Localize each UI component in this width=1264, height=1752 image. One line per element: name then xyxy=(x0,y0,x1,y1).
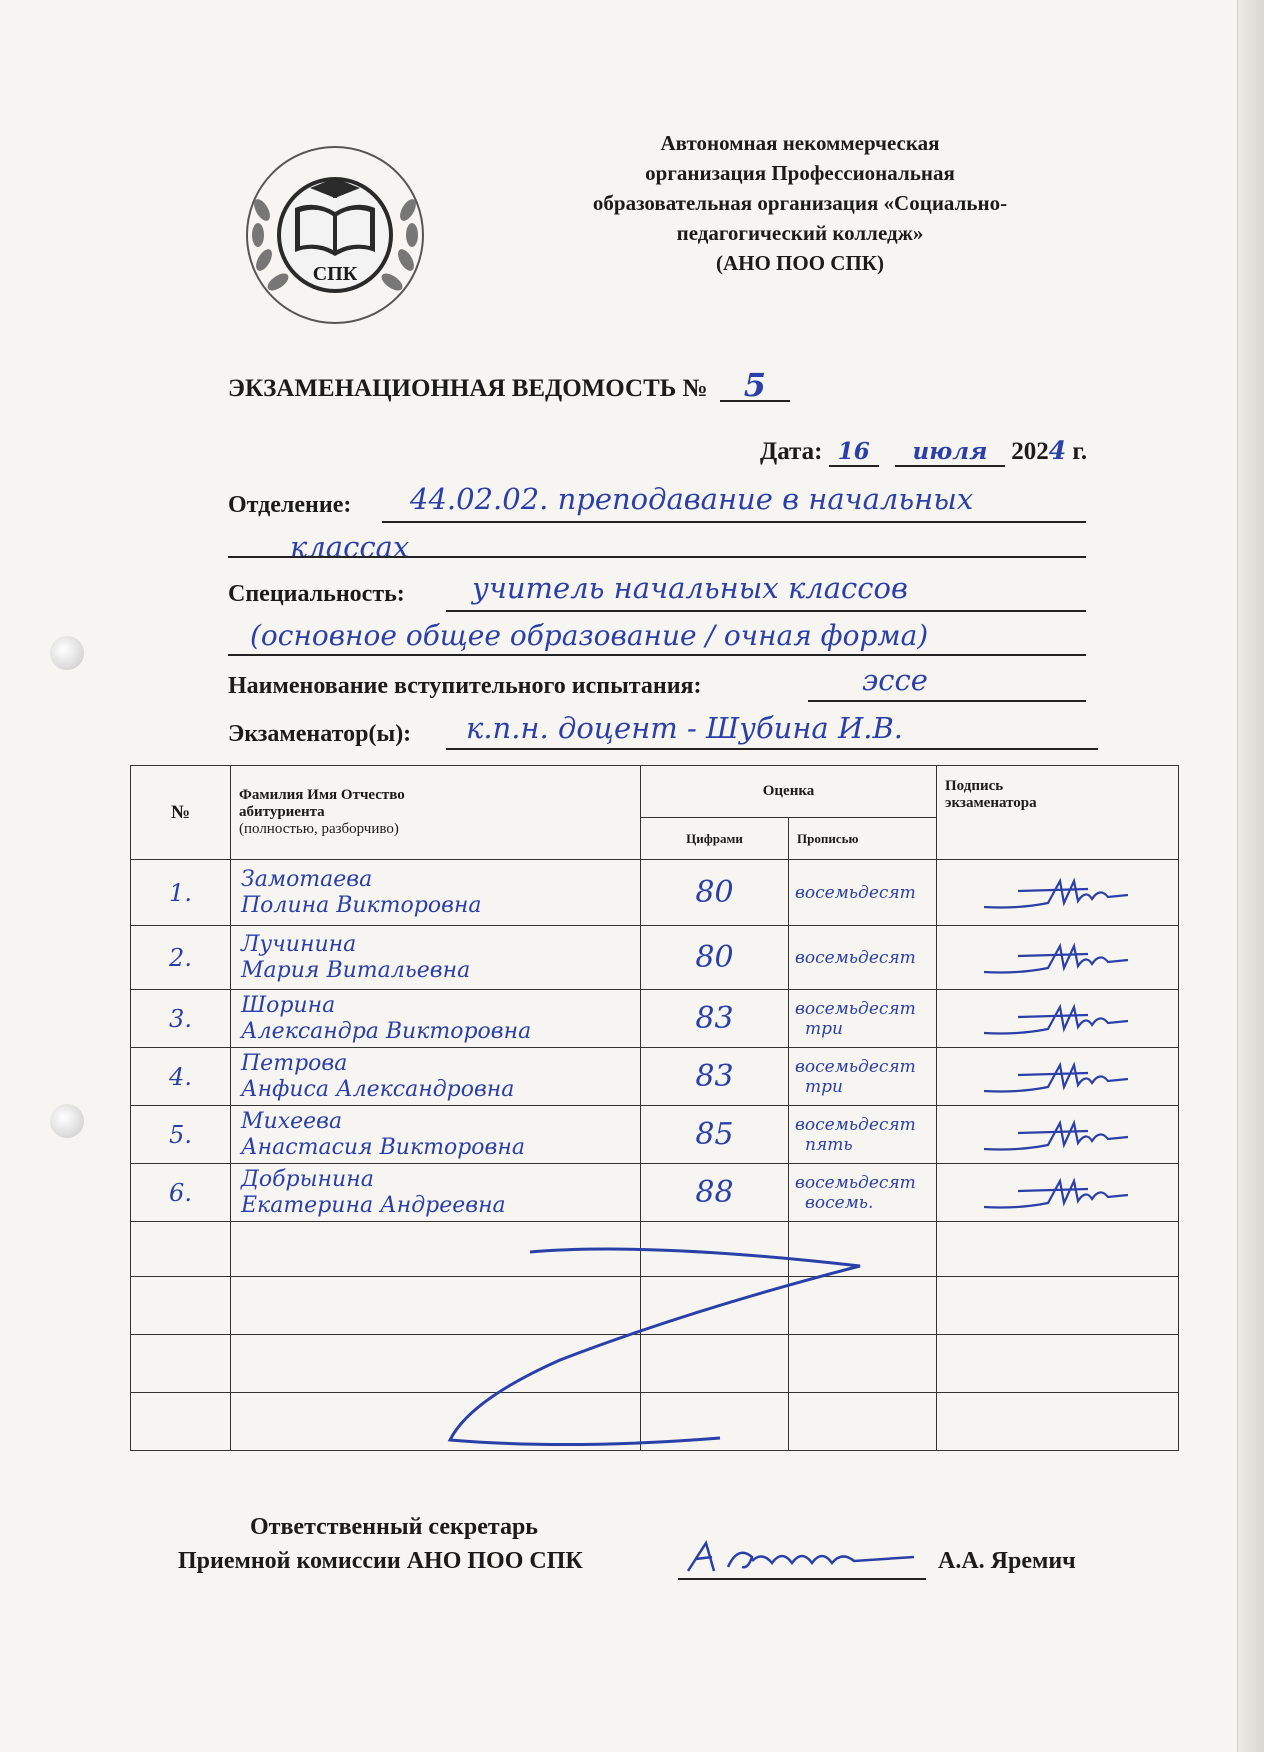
row-number: 3. xyxy=(131,990,231,1048)
applicant-first-name: Анастасия Викторовна xyxy=(241,1134,525,1160)
underline xyxy=(446,748,1098,750)
table-row xyxy=(131,860,1179,926)
grade-words xyxy=(789,990,937,1048)
col-header-words: Прописью xyxy=(789,818,937,860)
examiner-signature xyxy=(978,1057,1138,1097)
applicant-name xyxy=(231,926,641,990)
examiner-label: Экзаменатор(ы): xyxy=(228,721,412,747)
examiner-value: к.п.н. доцент - Шубина И.В. xyxy=(466,711,903,745)
footer xyxy=(178,1510,583,1578)
col-header-digits: Цифрами xyxy=(641,818,789,860)
college-logo xyxy=(240,140,430,330)
col-header-signature-line: Подпись xyxy=(945,778,1004,794)
col-header-name-line: Фамилия Имя Отчество xyxy=(239,787,405,803)
grade-words-line: восемьдесят xyxy=(795,1172,916,1193)
cancel-stroke xyxy=(390,1240,890,1470)
grade-words-line: восемьдесят xyxy=(795,947,916,968)
empty-cell xyxy=(131,1393,231,1451)
table-row xyxy=(131,1164,1179,1222)
underline xyxy=(446,610,1086,612)
row-number: 2. xyxy=(131,926,231,990)
empty-cell xyxy=(937,1335,1179,1393)
date-row xyxy=(760,436,1087,467)
examiner-signature-cell xyxy=(937,1164,1179,1222)
date-label: Дата: xyxy=(760,438,823,465)
applicant-last-name: Лучинина xyxy=(241,931,357,957)
grade-words-line: восемьдесят xyxy=(795,882,916,903)
date-month: июля xyxy=(895,438,1005,467)
applicant-last-name: Михеева xyxy=(241,1108,343,1134)
underline xyxy=(228,556,1086,558)
specialty-label: Специальность: xyxy=(228,581,405,607)
applicant-last-name: Шорина xyxy=(241,992,336,1018)
sheet-number: 5 xyxy=(720,370,790,402)
col-header-name-note: (полностью, разборчиво) xyxy=(239,821,399,837)
secretary-signature xyxy=(678,1537,928,1577)
col-header-num: № xyxy=(131,766,231,860)
row-number: 5. xyxy=(131,1106,231,1164)
applicant-name xyxy=(231,860,641,926)
org-line: (АНО ПОО СПК) xyxy=(715,251,885,275)
grade-words-line: восемь. xyxy=(805,1192,874,1213)
grade-words xyxy=(789,1048,937,1106)
applicant-last-name: Добрынина xyxy=(241,1166,374,1192)
table-row xyxy=(131,1048,1179,1106)
examiner-signature-cell xyxy=(937,926,1179,990)
applicant-first-name: Анфиса Александровна xyxy=(241,1076,515,1102)
row-number: 4. xyxy=(131,1048,231,1106)
underline xyxy=(382,521,1086,523)
row-number: 6. xyxy=(131,1164,231,1222)
applicant-last-name: Петрова xyxy=(241,1050,348,1076)
grade-words xyxy=(789,1164,937,1222)
table-row xyxy=(131,990,1179,1048)
empty-cell xyxy=(131,1335,231,1393)
org-line: Автономная некоммерческая xyxy=(660,131,940,155)
applicant-name xyxy=(231,1048,641,1106)
grade-words-line: три xyxy=(805,1076,843,1097)
col-header-signature-line: экзаменатора xyxy=(945,795,1037,811)
table-row xyxy=(131,1106,1179,1164)
examiner-signature-cell xyxy=(937,990,1179,1048)
applicant-name xyxy=(231,1164,641,1222)
applicant-last-name: Замотаева xyxy=(241,866,373,892)
examiner-signature xyxy=(978,873,1138,913)
empty-cell xyxy=(131,1277,231,1335)
org-line: организация Профессиональная xyxy=(645,161,955,185)
col-header-signature xyxy=(937,766,1179,860)
applicant-name xyxy=(231,1106,641,1164)
date-year-digit: 4 xyxy=(1048,436,1067,465)
signature-line xyxy=(678,1578,926,1580)
grade-words-line: восемьдесят xyxy=(795,1114,916,1135)
grade-digits: 80 xyxy=(641,860,789,926)
grade-words xyxy=(789,926,937,990)
title-label: ЭКЗАМЕНАЦИОННАЯ ВЕДОМОСТЬ № xyxy=(228,375,708,402)
applicant-name xyxy=(231,990,641,1048)
grade-digits: 88 xyxy=(641,1164,789,1222)
footer-line: Ответственный секретарь xyxy=(250,1514,538,1540)
col-header-name-line: абитуриента xyxy=(239,804,325,820)
date-day: 16 xyxy=(829,438,879,467)
examiner-signature xyxy=(978,1115,1138,1155)
grade-words-line: три xyxy=(805,1018,843,1039)
department-label: Отделение: xyxy=(228,492,352,518)
underline xyxy=(808,700,1086,702)
page-edge xyxy=(1237,0,1264,1752)
table-row xyxy=(131,926,1179,990)
specialty-value-cont: (основное общее образование / очная форма) xyxy=(250,619,929,652)
applicant-first-name: Александра Викторовна xyxy=(241,1018,532,1044)
examiner-signature-cell xyxy=(937,1106,1179,1164)
applicant-first-name: Полина Викторовна xyxy=(241,892,482,918)
grade-words-line: восемьдесят xyxy=(795,998,916,1019)
row-number: 1. xyxy=(131,860,231,926)
grade-digits: 83 xyxy=(641,990,789,1048)
examiner-signature-cell xyxy=(937,860,1179,926)
punch-hole xyxy=(50,1104,84,1138)
date-year-prefix: 202 xyxy=(1011,438,1049,465)
org-line: педагогический колледж» xyxy=(676,221,924,245)
exam-name-value: эссе xyxy=(862,663,928,697)
grade-digits: 83 xyxy=(641,1048,789,1106)
examiner-signature xyxy=(978,938,1138,978)
grade-words-line: пять xyxy=(805,1134,853,1155)
examiner-signature xyxy=(978,1173,1138,1213)
applicant-first-name: Мария Витальевна xyxy=(241,957,471,983)
grade-digits: 85 xyxy=(641,1106,789,1164)
svg-text:СПК: СПК xyxy=(312,263,358,285)
specialty-value: учитель начальных классов xyxy=(472,571,908,605)
grade-words xyxy=(789,1106,937,1164)
empty-cell xyxy=(937,1222,1179,1277)
department-value: 44.02.02. преподавание в начальных xyxy=(410,482,974,516)
examiner-signature-cell xyxy=(937,1048,1179,1106)
col-header-name xyxy=(231,766,641,860)
department-value-cont: классах xyxy=(290,530,410,564)
date-suffix: г. xyxy=(1072,438,1088,465)
document-title xyxy=(228,366,790,404)
applicant-first-name: Екатерина Андреевна xyxy=(241,1192,506,1218)
underline xyxy=(228,654,1086,656)
secretary-name: А.А. Яремич xyxy=(938,1548,1076,1574)
exam-name-label: Наименование вступительного испытания: xyxy=(228,673,702,699)
punch-hole xyxy=(50,636,84,670)
footer-line: Приемной комиссии АНО ПОО СПК xyxy=(178,1548,583,1574)
grade-words-line: восемьдесят xyxy=(795,1056,916,1077)
org-line: образовательная организация «Социально- xyxy=(592,191,1008,215)
grade-words xyxy=(789,860,937,926)
grade-digits: 80 xyxy=(641,926,789,990)
organization-name xyxy=(520,128,1080,278)
col-header-grade: Оценка xyxy=(641,766,937,818)
empty-cell xyxy=(937,1277,1179,1335)
examiner-signature xyxy=(978,999,1138,1039)
empty-cell xyxy=(131,1222,231,1277)
empty-cell xyxy=(937,1393,1179,1451)
